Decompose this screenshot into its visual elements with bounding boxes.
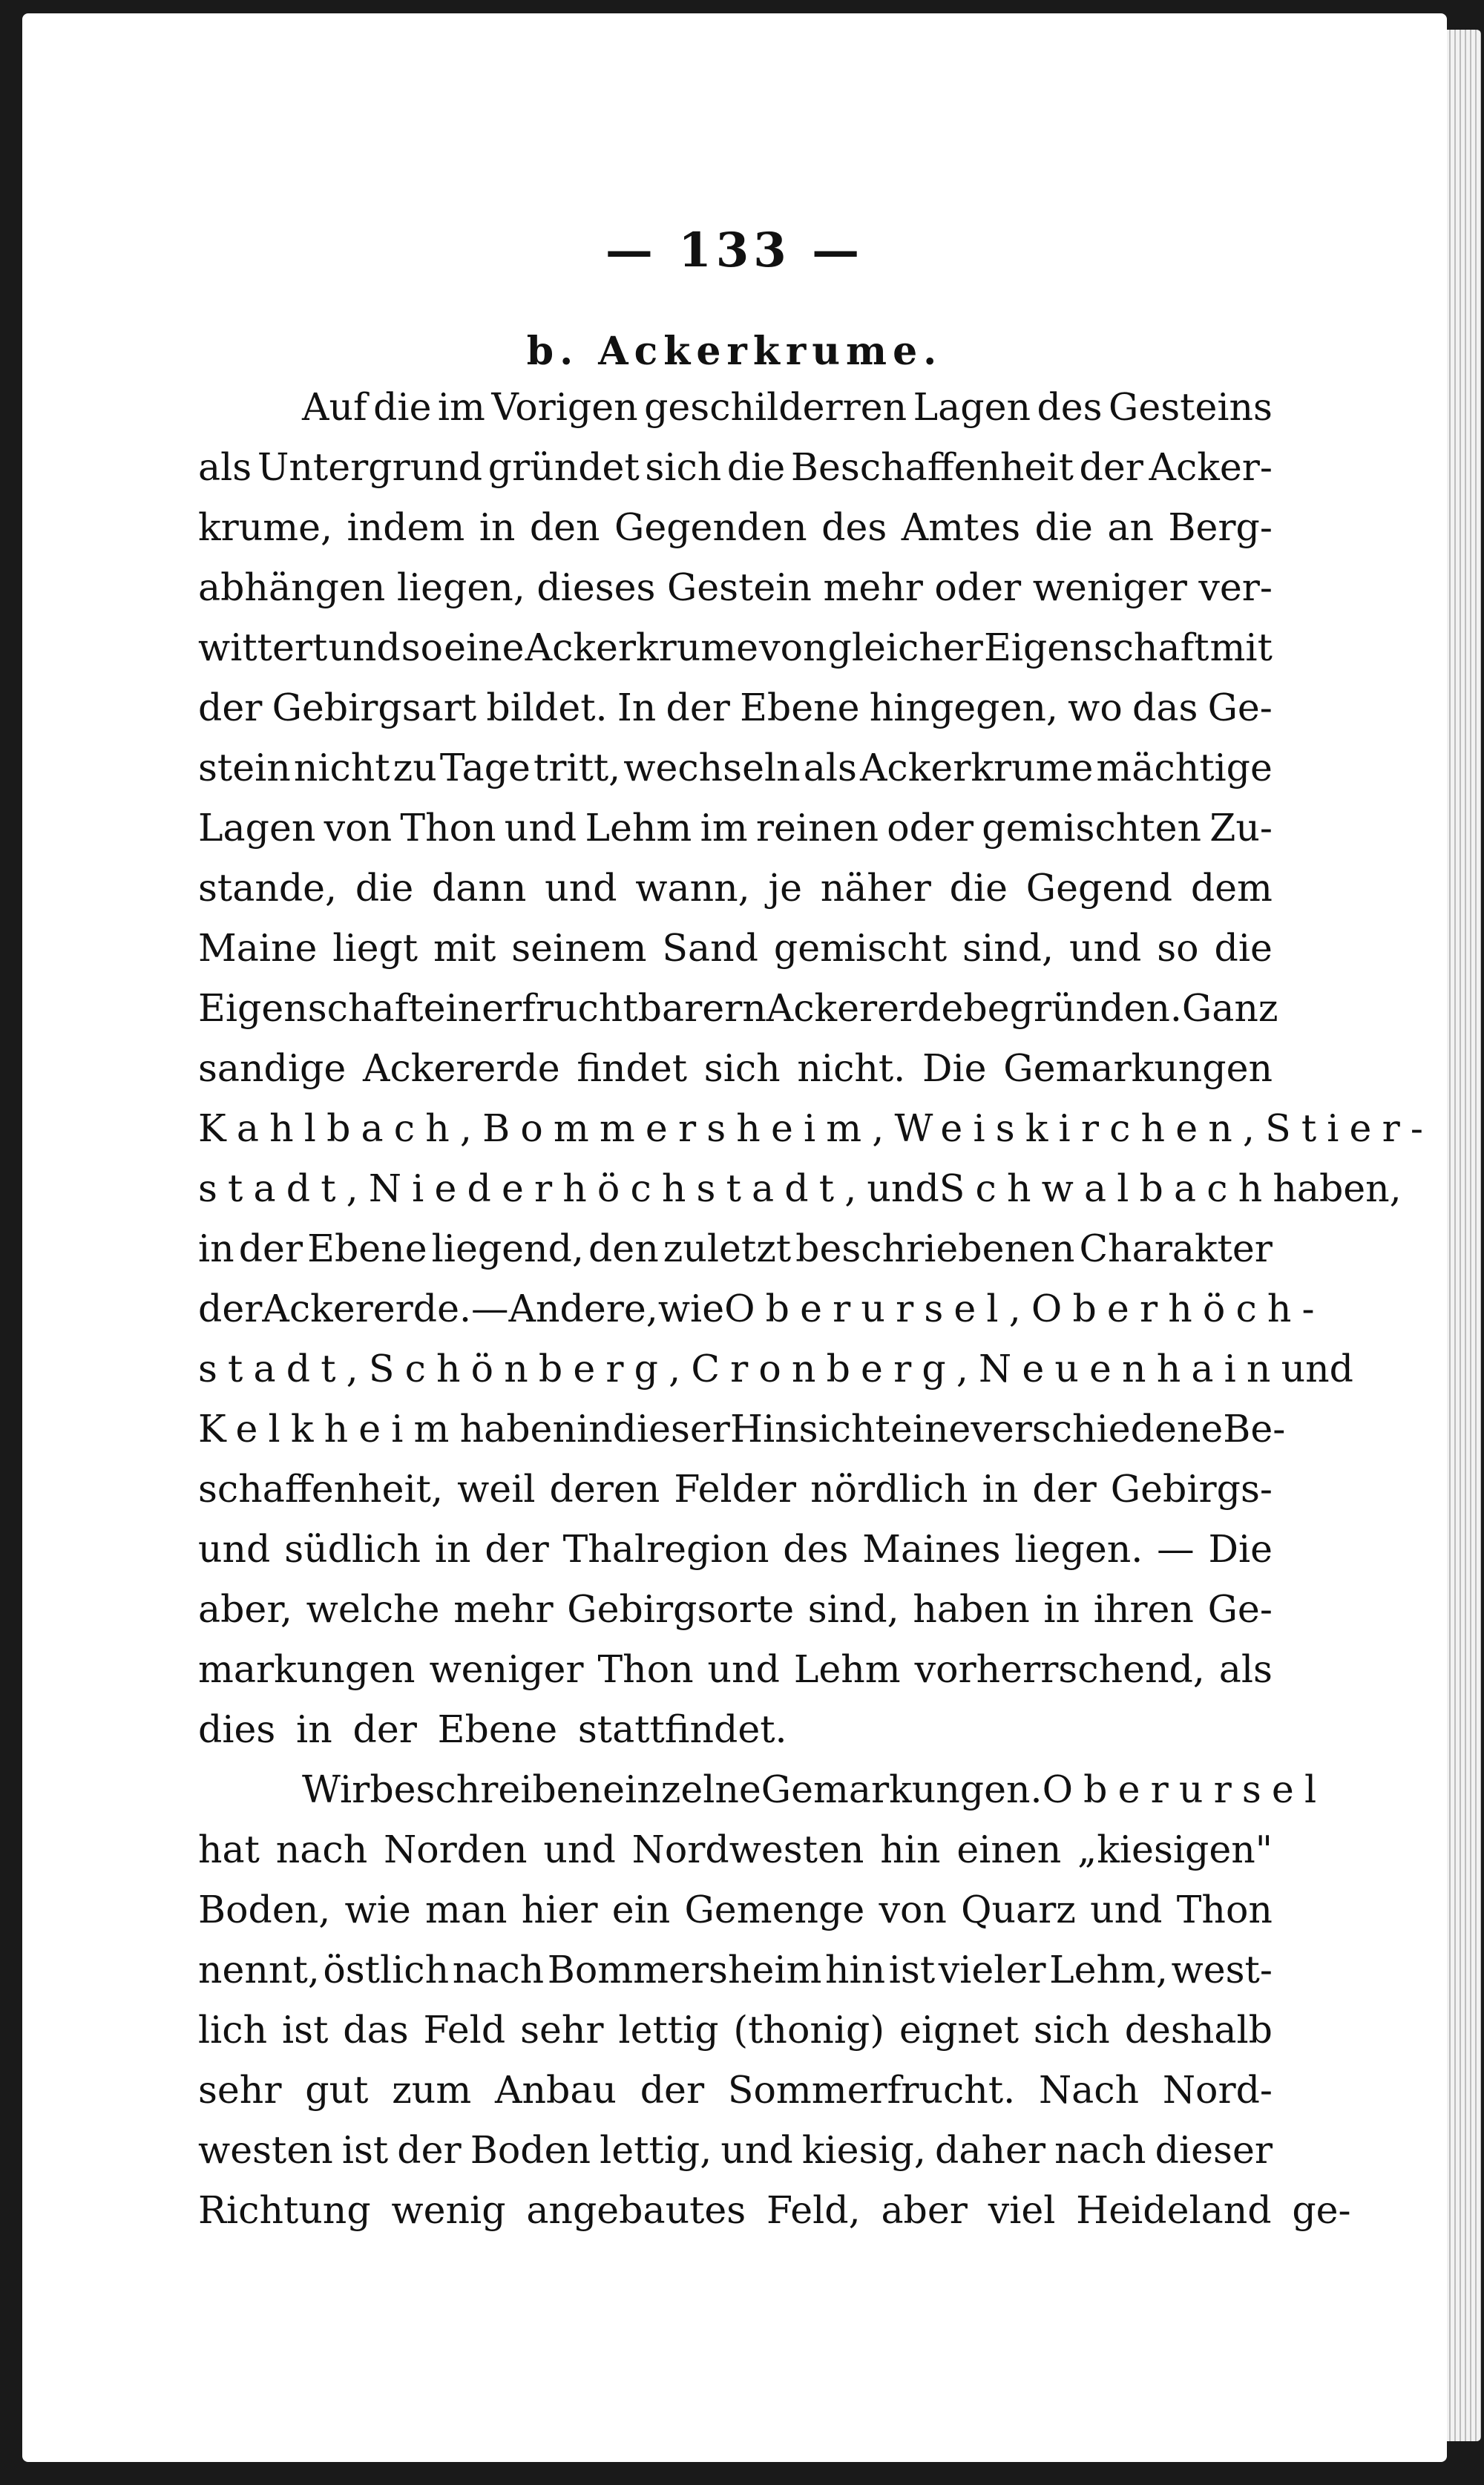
word: dann	[431, 866, 527, 910]
word: das	[343, 2008, 409, 2052]
word: wie	[344, 1888, 411, 1931]
word: Gebirgs-	[1110, 1467, 1273, 1511]
word: Tage	[439, 746, 531, 790]
word: Gegend	[1025, 866, 1173, 910]
word: welche	[306, 1587, 440, 1631]
text-line	[198, 1940, 1273, 2000]
word: Ackererde	[766, 986, 964, 1030]
place-name: Cronberg,	[691, 1347, 979, 1391]
word: Lehm	[585, 806, 692, 850]
section-heading: b. Ackerkrume.	[526, 329, 943, 374]
word: ge-	[1292, 2188, 1351, 2232]
word: Die	[922, 1046, 987, 1090]
word: Gegenden	[614, 505, 807, 549]
word: der	[1079, 445, 1143, 489]
place-name: Kahlbach,	[198, 1106, 483, 1150]
word: „kiesigen"	[1077, 1828, 1273, 1871]
word: sich	[703, 1046, 781, 1090]
word: wechseln	[623, 746, 801, 790]
text-line	[198, 377, 1273, 437]
word: Feld	[423, 2008, 506, 2052]
word: nicht.	[797, 1046, 906, 1090]
word: vorherrschend,	[914, 1647, 1205, 1691]
word: gemischt	[773, 926, 948, 970]
word: nach	[452, 1948, 545, 1992]
word: In	[617, 686, 657, 729]
word: zu	[393, 746, 437, 790]
word: und	[545, 866, 617, 910]
word: so	[401, 626, 444, 669]
word: dem	[1190, 866, 1273, 910]
word: der	[198, 686, 263, 729]
word: mit	[433, 926, 496, 970]
word: der	[397, 2128, 462, 2172]
word: als	[1218, 1647, 1273, 1691]
word: sich	[1033, 2008, 1110, 2052]
text-line	[198, 2180, 1351, 2240]
word: Be-	[1223, 1407, 1286, 1451]
word: nördlich	[810, 1467, 968, 1511]
word: Sand	[662, 926, 758, 970]
text-line	[198, 617, 1273, 677]
word: geschilderren	[644, 385, 907, 429]
word: als	[803, 746, 857, 790]
text-line	[198, 1399, 1286, 1459]
word: Ackererde.	[262, 1287, 472, 1330]
word: Eigenschaft	[198, 986, 424, 1030]
word: gründet	[487, 445, 640, 489]
word: schaffenheit,	[198, 1467, 444, 1511]
word: gleicher	[827, 626, 983, 669]
place-name: Oberursel,	[724, 1287, 1031, 1330]
word: weniger	[429, 1647, 584, 1691]
word: und	[328, 626, 401, 669]
word: Untergrund	[257, 445, 483, 489]
word: Gemarkungen.	[761, 1767, 1043, 1811]
word: im	[437, 385, 485, 429]
word: einen	[956, 1828, 1062, 1871]
word: als	[198, 445, 252, 489]
place-name: Neuenhain	[979, 1347, 1281, 1391]
word: Ackererde	[362, 1046, 560, 1090]
word: stein	[198, 746, 291, 790]
word: liegen,	[396, 565, 525, 609]
word: eine	[444, 626, 525, 669]
word: und	[198, 1527, 271, 1571]
word: Nordwesten	[631, 1828, 864, 1871]
text-line	[198, 738, 1273, 798]
word: aber,	[198, 1587, 292, 1631]
word: der	[238, 1227, 303, 1270]
word: einer	[423, 986, 522, 1030]
word: Gebirgsorte	[567, 1587, 795, 1631]
place-name: Bommersheim,	[482, 1106, 895, 1150]
word: liegend,	[431, 1227, 584, 1270]
word: Zu-	[1209, 806, 1273, 850]
word: die	[1214, 926, 1273, 970]
text-line	[198, 2000, 1273, 2060]
word: abhängen	[198, 565, 386, 609]
word: sehr	[198, 2068, 282, 2112]
word: seinem	[511, 926, 647, 970]
word: oder	[934, 565, 1022, 609]
word: (thonig)	[733, 2008, 885, 2052]
word: in	[434, 1527, 471, 1571]
word: Maine	[198, 926, 318, 970]
word: stattfindet.	[577, 1707, 787, 1751]
text-line	[198, 858, 1273, 918]
word: mehr	[453, 1587, 554, 1631]
word: Anbau	[495, 2068, 617, 2112]
page-number: — 133 —	[605, 223, 864, 278]
word: gemischten	[982, 806, 1201, 850]
word: in	[576, 1407, 613, 1451]
word: Sommerfrucht.	[727, 2068, 1016, 2112]
text-line	[198, 978, 1278, 1038]
text-line	[198, 2060, 1273, 2120]
word: Gebirgsart	[272, 686, 477, 729]
word: angebautes	[526, 2188, 746, 2232]
word: liegen.	[1014, 1527, 1143, 1571]
word: zuletzt	[663, 1227, 792, 1270]
word: und	[1068, 926, 1142, 970]
word: deshalb	[1124, 2008, 1273, 2052]
word: Boden,	[198, 1888, 331, 1931]
word: des	[821, 505, 887, 549]
text-line	[198, 1819, 1273, 1880]
place-name: Oberhöch-	[1031, 1287, 1325, 1330]
text-line	[198, 1339, 1353, 1399]
word: die	[726, 445, 786, 489]
word: Lehm	[793, 1647, 901, 1691]
page-edge-stack	[1445, 30, 1481, 2441]
word: in	[1043, 1587, 1080, 1631]
word: findet	[577, 1046, 688, 1090]
word: je	[768, 866, 803, 910]
word: an	[1107, 505, 1154, 549]
word: lich	[198, 2008, 268, 2052]
word: beschreiben	[370, 1767, 603, 1811]
word: und	[720, 2128, 793, 2172]
word: der	[640, 2068, 705, 2112]
word: sind,	[962, 926, 1054, 970]
word: wie	[657, 1287, 725, 1330]
word: hin	[880, 1828, 941, 1871]
word: Ebene	[437, 1707, 558, 1751]
word: Gesteins	[1109, 385, 1273, 429]
word: des	[1037, 385, 1103, 429]
word: Die	[1208, 1527, 1273, 1571]
word: dieser	[1155, 2128, 1273, 2172]
word: im	[700, 806, 748, 850]
place-name: Kelkheim	[198, 1407, 460, 1451]
word: liegt	[332, 926, 418, 970]
body-text	[198, 377, 1434, 2240]
word: und	[543, 1828, 616, 1871]
word: Vorigen	[491, 385, 638, 429]
word: ist	[282, 2008, 329, 2052]
word: Gestein	[666, 565, 812, 609]
text-line	[198, 1639, 1273, 1699]
word: ein	[611, 1888, 671, 1931]
text-line	[198, 677, 1273, 738]
word: Thon	[597, 1647, 694, 1691]
word: der	[352, 1707, 417, 1751]
word: in	[479, 505, 516, 549]
word: ist	[341, 2128, 389, 2172]
word: —	[1157, 1527, 1195, 1571]
word: hin	[825, 1948, 886, 1992]
text-line	[198, 1459, 1273, 1519]
word: nennt,	[198, 1948, 320, 1992]
word: wittert	[198, 626, 328, 669]
word: von	[879, 1888, 947, 1931]
word: hat	[198, 1828, 260, 1871]
word: Quarz	[961, 1888, 1076, 1931]
word: Lagen	[913, 385, 1031, 429]
word: sich	[645, 445, 722, 489]
word: Lagen	[198, 806, 316, 850]
word: —	[471, 1287, 509, 1330]
word: nach	[275, 1828, 368, 1871]
word: dieses	[536, 565, 656, 609]
text-line	[198, 557, 1273, 617]
word: beschriebenen	[795, 1227, 1075, 1270]
text-line	[198, 1579, 1273, 1639]
word: deren	[549, 1467, 660, 1511]
word: Thalregion	[562, 1527, 769, 1571]
place-name: Schönberg,	[368, 1347, 692, 1391]
word: von	[324, 806, 393, 850]
word: haben,	[1273, 1166, 1402, 1210]
word: Gemarkungen	[1003, 1046, 1273, 1090]
word: die	[355, 866, 414, 910]
word: kiesig,	[801, 2128, 926, 2172]
word: hier	[521, 1888, 598, 1931]
word: gut	[305, 2068, 369, 2112]
word: sandige	[198, 1046, 347, 1090]
word: west-	[1171, 1948, 1273, 1992]
word: wo	[1068, 686, 1123, 729]
place-name: Schwalbach	[939, 1166, 1273, 1210]
word: Feld,	[766, 2188, 861, 2232]
word: näher	[820, 866, 931, 910]
text-line	[198, 2120, 1273, 2180]
word: Ganz	[1181, 986, 1278, 1030]
word: mehr	[823, 565, 923, 609]
word: daher	[935, 2128, 1046, 2172]
word: viel	[988, 2188, 1056, 2232]
word: man	[425, 1888, 508, 1931]
word: der	[1032, 1467, 1097, 1511]
word: Ge-	[1207, 686, 1273, 729]
word: Nach	[1038, 2068, 1140, 2112]
word: Hinsicht	[729, 1407, 890, 1451]
word: der	[485, 1527, 549, 1571]
word: begründen.	[963, 986, 1182, 1030]
word: mit	[1209, 626, 1273, 669]
word: reinen	[755, 806, 879, 850]
text-line	[198, 1218, 1273, 1278]
word: des	[783, 1527, 849, 1571]
word: Charakter	[1079, 1227, 1273, 1270]
word: Gemenge	[684, 1888, 865, 1931]
word: Thon	[400, 806, 496, 850]
word: östlich	[323, 1948, 450, 1992]
word: dies	[198, 1707, 276, 1751]
word: Andere,	[508, 1287, 658, 1330]
word: fruchtbarern	[522, 986, 766, 1030]
place-name: Niederhöchstadt,	[368, 1166, 867, 1210]
word: Richtung	[198, 2188, 371, 2232]
word: Beschaffenheit	[790, 445, 1074, 489]
text-line	[198, 437, 1273, 497]
word: verschiedene	[971, 1407, 1224, 1451]
word: Ackerkrume	[525, 626, 759, 669]
word: Heideland	[1076, 2188, 1272, 2232]
word: die	[1034, 505, 1093, 549]
word: sehr	[520, 2008, 604, 2052]
text-line	[198, 1158, 1402, 1218]
word: Thon	[1176, 1888, 1273, 1931]
word: lettig,	[600, 2128, 712, 2172]
place-name: Weiskirchen,	[894, 1106, 1266, 1150]
word: mächtige	[1096, 746, 1273, 790]
word: krume,	[198, 505, 333, 549]
text-line	[198, 918, 1273, 978]
place-name: stadt,	[198, 1166, 369, 1210]
word: Wir	[302, 1767, 370, 1811]
word: tritt,	[533, 746, 621, 790]
word: aber	[881, 2188, 968, 2232]
word: haben	[459, 1407, 577, 1451]
word: ist	[888, 1948, 936, 1992]
word: weniger	[1032, 565, 1187, 609]
word: Norden	[384, 1828, 528, 1871]
word: Berg-	[1168, 505, 1273, 549]
word: zum	[392, 2068, 472, 2112]
word: der	[198, 1287, 263, 1330]
text-line	[198, 798, 1273, 858]
text-line	[198, 1759, 1327, 1819]
text-line	[198, 1699, 1273, 1759]
word: hingegen,	[869, 686, 1058, 729]
word: weil	[457, 1467, 536, 1511]
word: nach	[1054, 2128, 1146, 2172]
word: ihren	[1093, 1587, 1194, 1631]
text-line	[198, 1038, 1273, 1098]
word: und	[504, 806, 577, 850]
word: einzelne	[603, 1767, 761, 1811]
word: Ebene	[307, 1227, 427, 1270]
word: vieler	[938, 1948, 1046, 1992]
word: und	[1090, 1888, 1163, 1931]
word: Auf	[302, 385, 367, 429]
word: und	[1281, 1347, 1353, 1391]
word: haben	[913, 1587, 1030, 1631]
word: Eigenschaft	[983, 626, 1209, 669]
word: westen	[198, 2128, 333, 2172]
word: Lehm,	[1049, 1948, 1168, 1992]
text-line	[198, 497, 1273, 557]
word: von	[759, 626, 827, 669]
word: Ebene	[740, 686, 860, 729]
word: Boden	[470, 2128, 591, 2172]
word: wenig	[391, 2188, 506, 2232]
word: den	[588, 1227, 659, 1270]
word: indem	[347, 505, 465, 549]
word: das	[1132, 686, 1198, 729]
word: Amtes	[901, 505, 1021, 549]
word: Bommersheim	[547, 1948, 822, 1992]
word: in	[296, 1707, 332, 1751]
place-name: Oberursel	[1042, 1767, 1327, 1811]
word: lettig	[618, 2008, 719, 2052]
text-line	[198, 1098, 1434, 1158]
book-page	[22, 13, 1447, 2462]
word: wann,	[635, 866, 750, 910]
word: oder	[887, 806, 974, 850]
word: in	[982, 1467, 1019, 1511]
word: die	[949, 866, 1008, 910]
word: sind,	[807, 1587, 899, 1631]
word: Ge-	[1207, 1587, 1273, 1631]
word: und	[707, 1647, 780, 1691]
word: und	[867, 1166, 939, 1210]
word: so	[1157, 926, 1199, 970]
word: die	[373, 385, 432, 429]
text-line	[198, 1880, 1273, 1940]
word: Nord-	[1162, 2068, 1273, 2112]
word: südlich	[284, 1527, 421, 1571]
word: dieser	[612, 1407, 730, 1451]
word: markungen	[198, 1647, 416, 1691]
word: der	[666, 686, 730, 729]
word: nicht	[293, 746, 390, 790]
word: den	[529, 505, 600, 549]
word: bildet.	[486, 686, 608, 729]
text-line	[198, 1519, 1273, 1579]
place-name: stadt,	[198, 1347, 369, 1391]
word: in	[198, 1227, 234, 1270]
word: Acker-	[1149, 445, 1273, 489]
text-line	[198, 1278, 1325, 1339]
word: eine	[890, 1407, 971, 1451]
word: Maines	[862, 1527, 1001, 1571]
word: ver-	[1198, 565, 1273, 609]
word: stande,	[198, 866, 338, 910]
word: eignet	[899, 2008, 1020, 2052]
word: Ackerkrume	[859, 746, 1094, 790]
word: Felder	[674, 1467, 797, 1511]
place-name: Stier-	[1265, 1106, 1434, 1150]
